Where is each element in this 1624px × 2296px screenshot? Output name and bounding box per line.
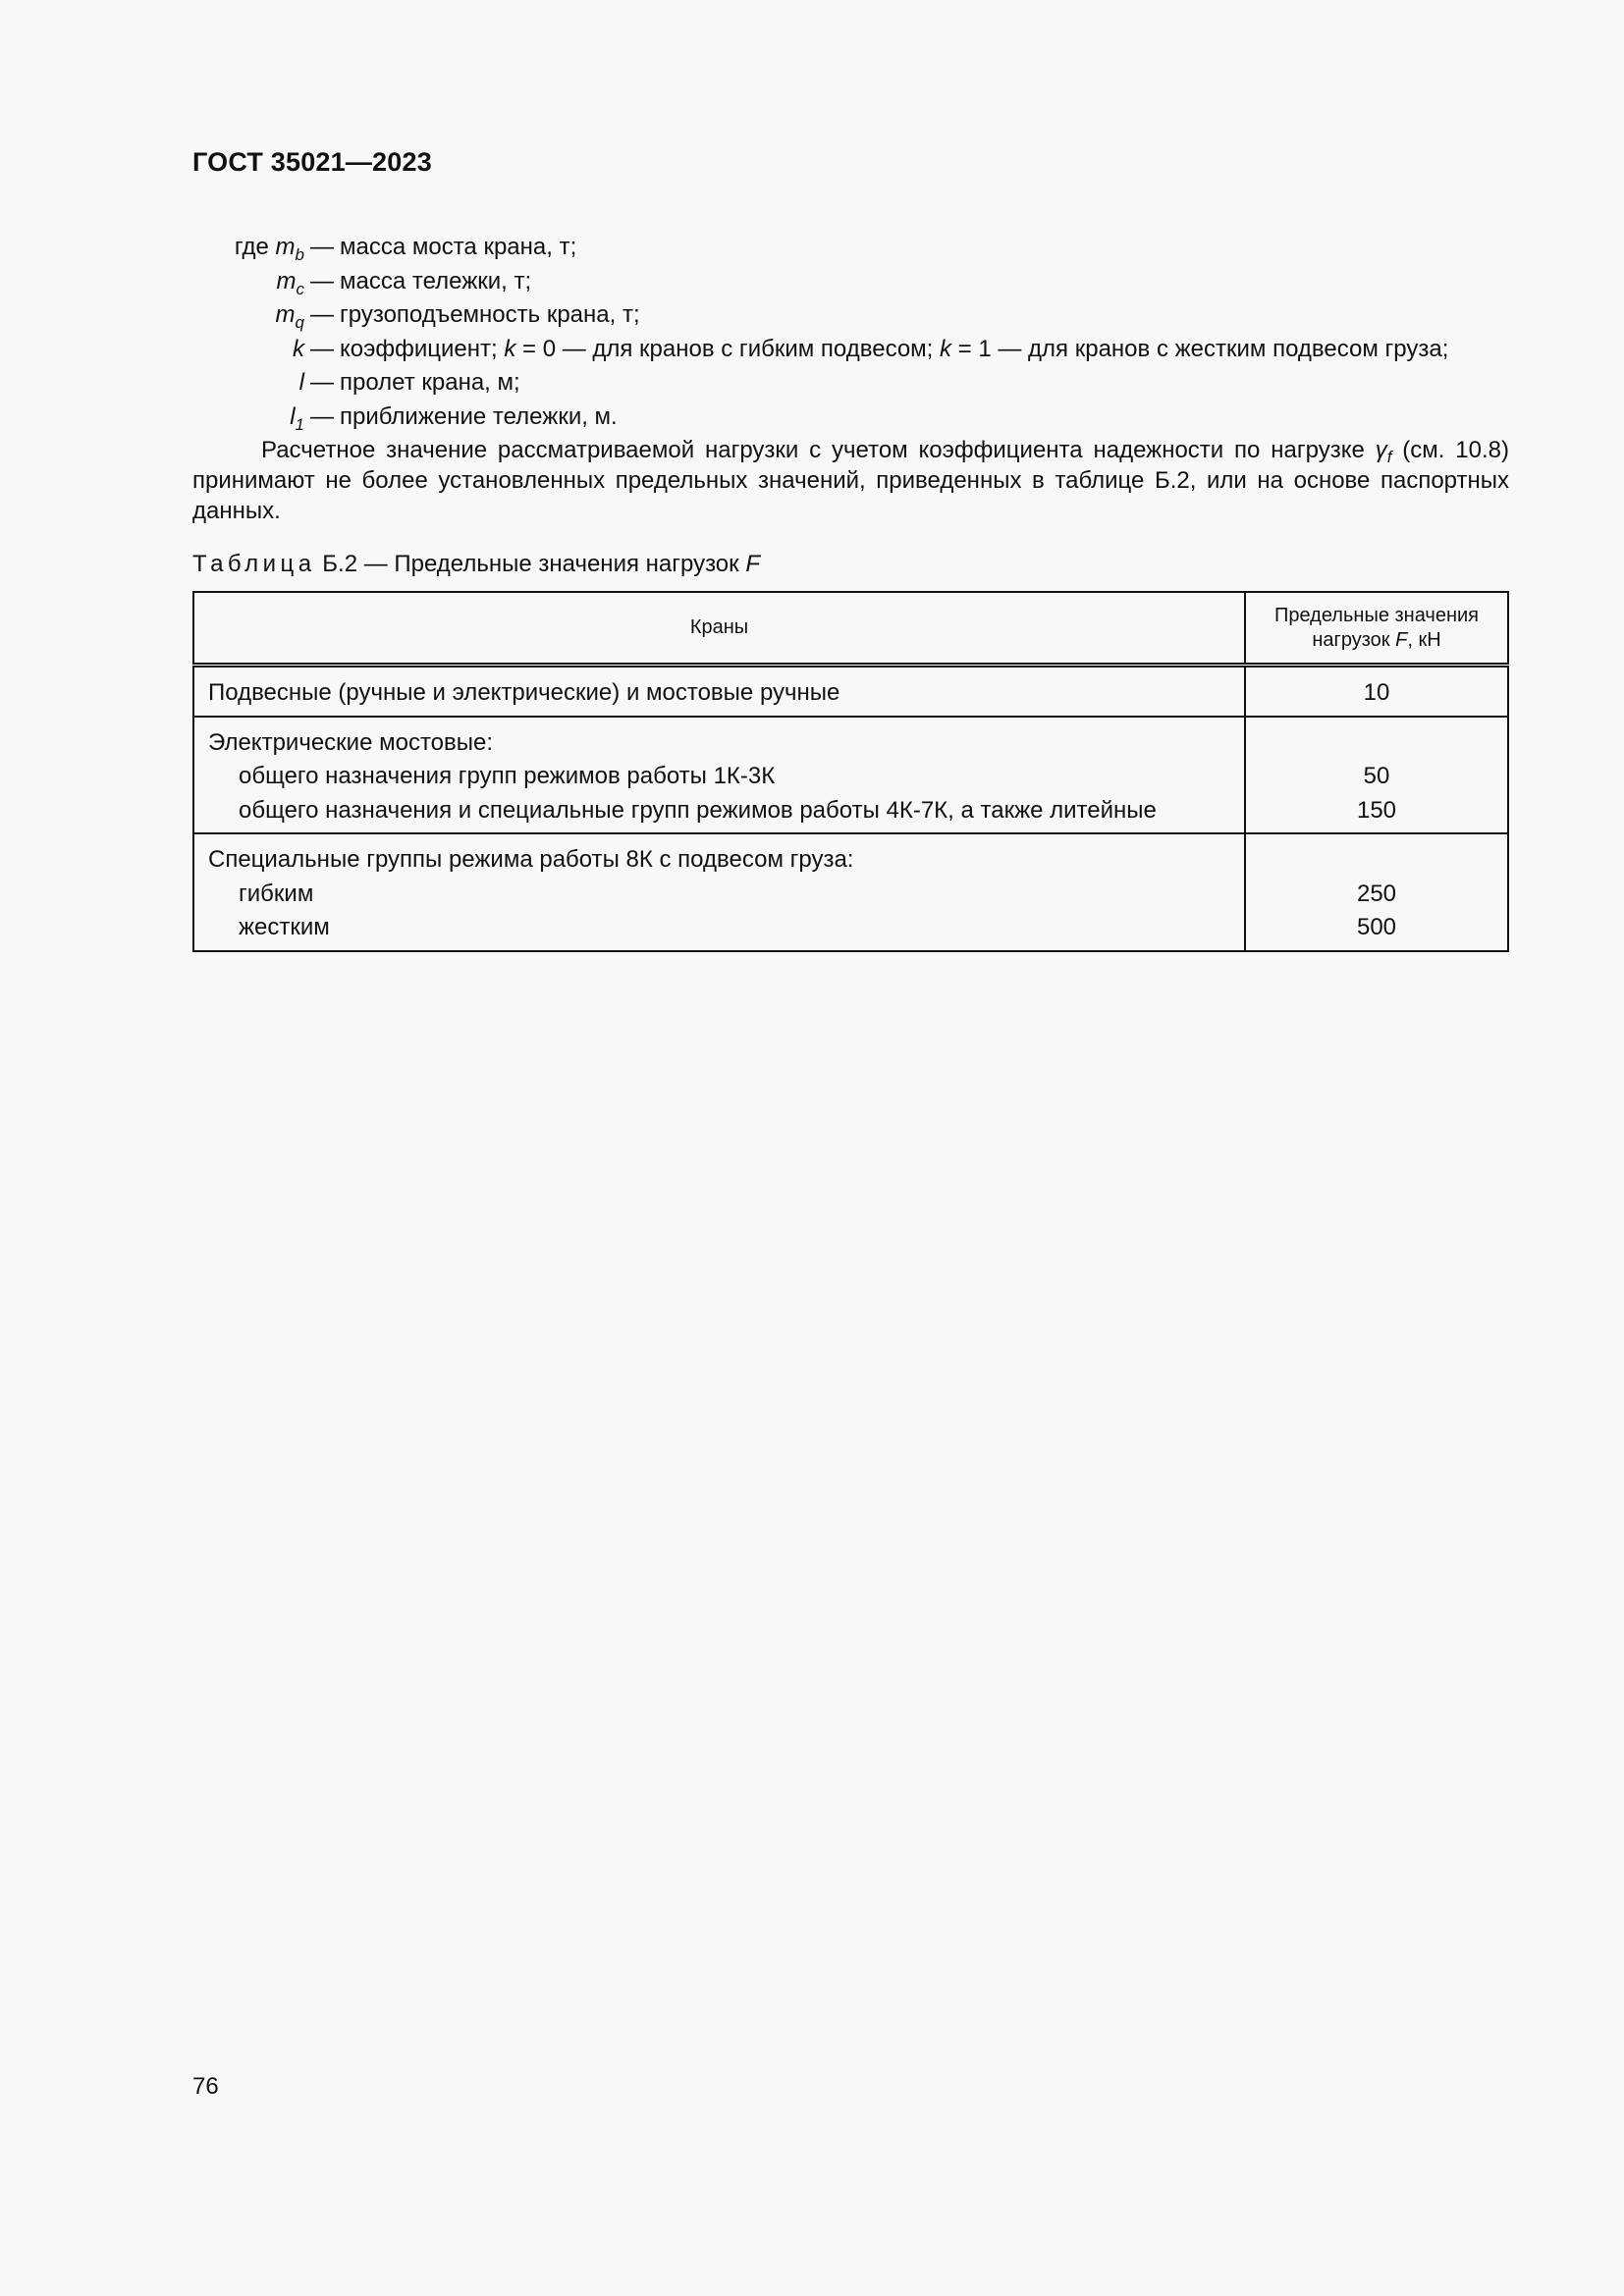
variable-description: масса моста крана, т; <box>340 234 577 260</box>
variable-row <box>192 333 1448 367</box>
variable-description: грузоподъемность крана, т; <box>340 301 640 328</box>
limit-value: 150 <box>1356 796 1397 824</box>
dash: — <box>310 267 334 294</box>
limit-value: 500 <box>1356 914 1397 940</box>
table-header-row <box>193 592 1508 666</box>
variable-row <box>192 298 1448 333</box>
table-row <box>193 717 1508 834</box>
variable-symbol: l <box>290 402 296 430</box>
header-cranes: Краны <box>193 592 1245 666</box>
variable-row <box>192 265 1448 299</box>
table-caption: Таблица Б.2 — Предельные значения нагрузок F <box>192 551 760 577</box>
crane-group-title: Электрические мостовые: <box>208 728 494 756</box>
variable-row <box>192 400 1448 435</box>
table-row <box>193 666 1508 717</box>
variable-symbol: l <box>298 369 304 396</box>
crane-type: гибким <box>239 880 314 907</box>
variable-symbol: m <box>275 301 296 328</box>
document-header: ГОСТ 35021—2023 <box>192 147 432 177</box>
dash: — <box>310 369 334 396</box>
dash: — <box>310 301 334 328</box>
variable-row <box>192 366 1448 400</box>
variable-symbol: k <box>293 335 304 362</box>
dash: — <box>310 402 334 430</box>
page-number: 76 <box>192 2073 219 2100</box>
variable-subscript: c <box>296 279 304 298</box>
crane-type: общего назначения групп режимов работы 1К-3К <box>239 763 776 789</box>
variable-subscript: q <box>295 313 304 332</box>
crane-group-title: Специальные группы режима работы 8К с подвесом груза: <box>208 846 854 873</box>
limit-value: 10 <box>1363 679 1390 706</box>
crane-type: Подвесные (ручные и электрические) и мостовые ручные <box>208 679 840 706</box>
variable-description: приближение тележки, м. <box>340 402 618 430</box>
gamma-symbol: γ <box>1375 437 1387 463</box>
crane-type: жестким <box>239 914 330 940</box>
variable-definitions <box>192 231 1448 434</box>
variable-row <box>192 231 1448 265</box>
load-limits-table <box>192 591 1509 952</box>
where-prefix: где <box>234 234 276 260</box>
variable-symbol: m <box>276 267 297 294</box>
dash: — <box>310 335 334 362</box>
table-row <box>193 833 1508 951</box>
dash: — <box>310 234 334 260</box>
header-limit-values: Предельные значения нагрузок F, кН <box>1245 592 1508 666</box>
limit-value: 50 <box>1363 763 1390 789</box>
variable-description: коэффициент; k = 0 — для кранов с гибким подвесом; k = 1 — для кранов с жестким подвесом груза; <box>340 335 1449 362</box>
variable-symbol: m <box>275 234 296 260</box>
crane-type: общего назначения и специальные групп режимов работы 4К-7К, а также литейные <box>239 796 1157 824</box>
variable-subscript: 1 <box>295 414 304 434</box>
variable-description: пролет крана, м; <box>340 369 520 396</box>
variable-subscript: b <box>295 245 304 264</box>
variable-description: масса тележки, т; <box>340 267 532 294</box>
body-paragraph: Расчетное значение рассматриваемой нагрузки с учетом коэффициента надежности по нагрузке $\gamma_f$ (см. 10.8) принимают не более установленных предельных значений, приведенных в таблице Б.2, или на основе паспортных данных. <box>192 437 1509 524</box>
limit-value: 250 <box>1356 880 1397 907</box>
